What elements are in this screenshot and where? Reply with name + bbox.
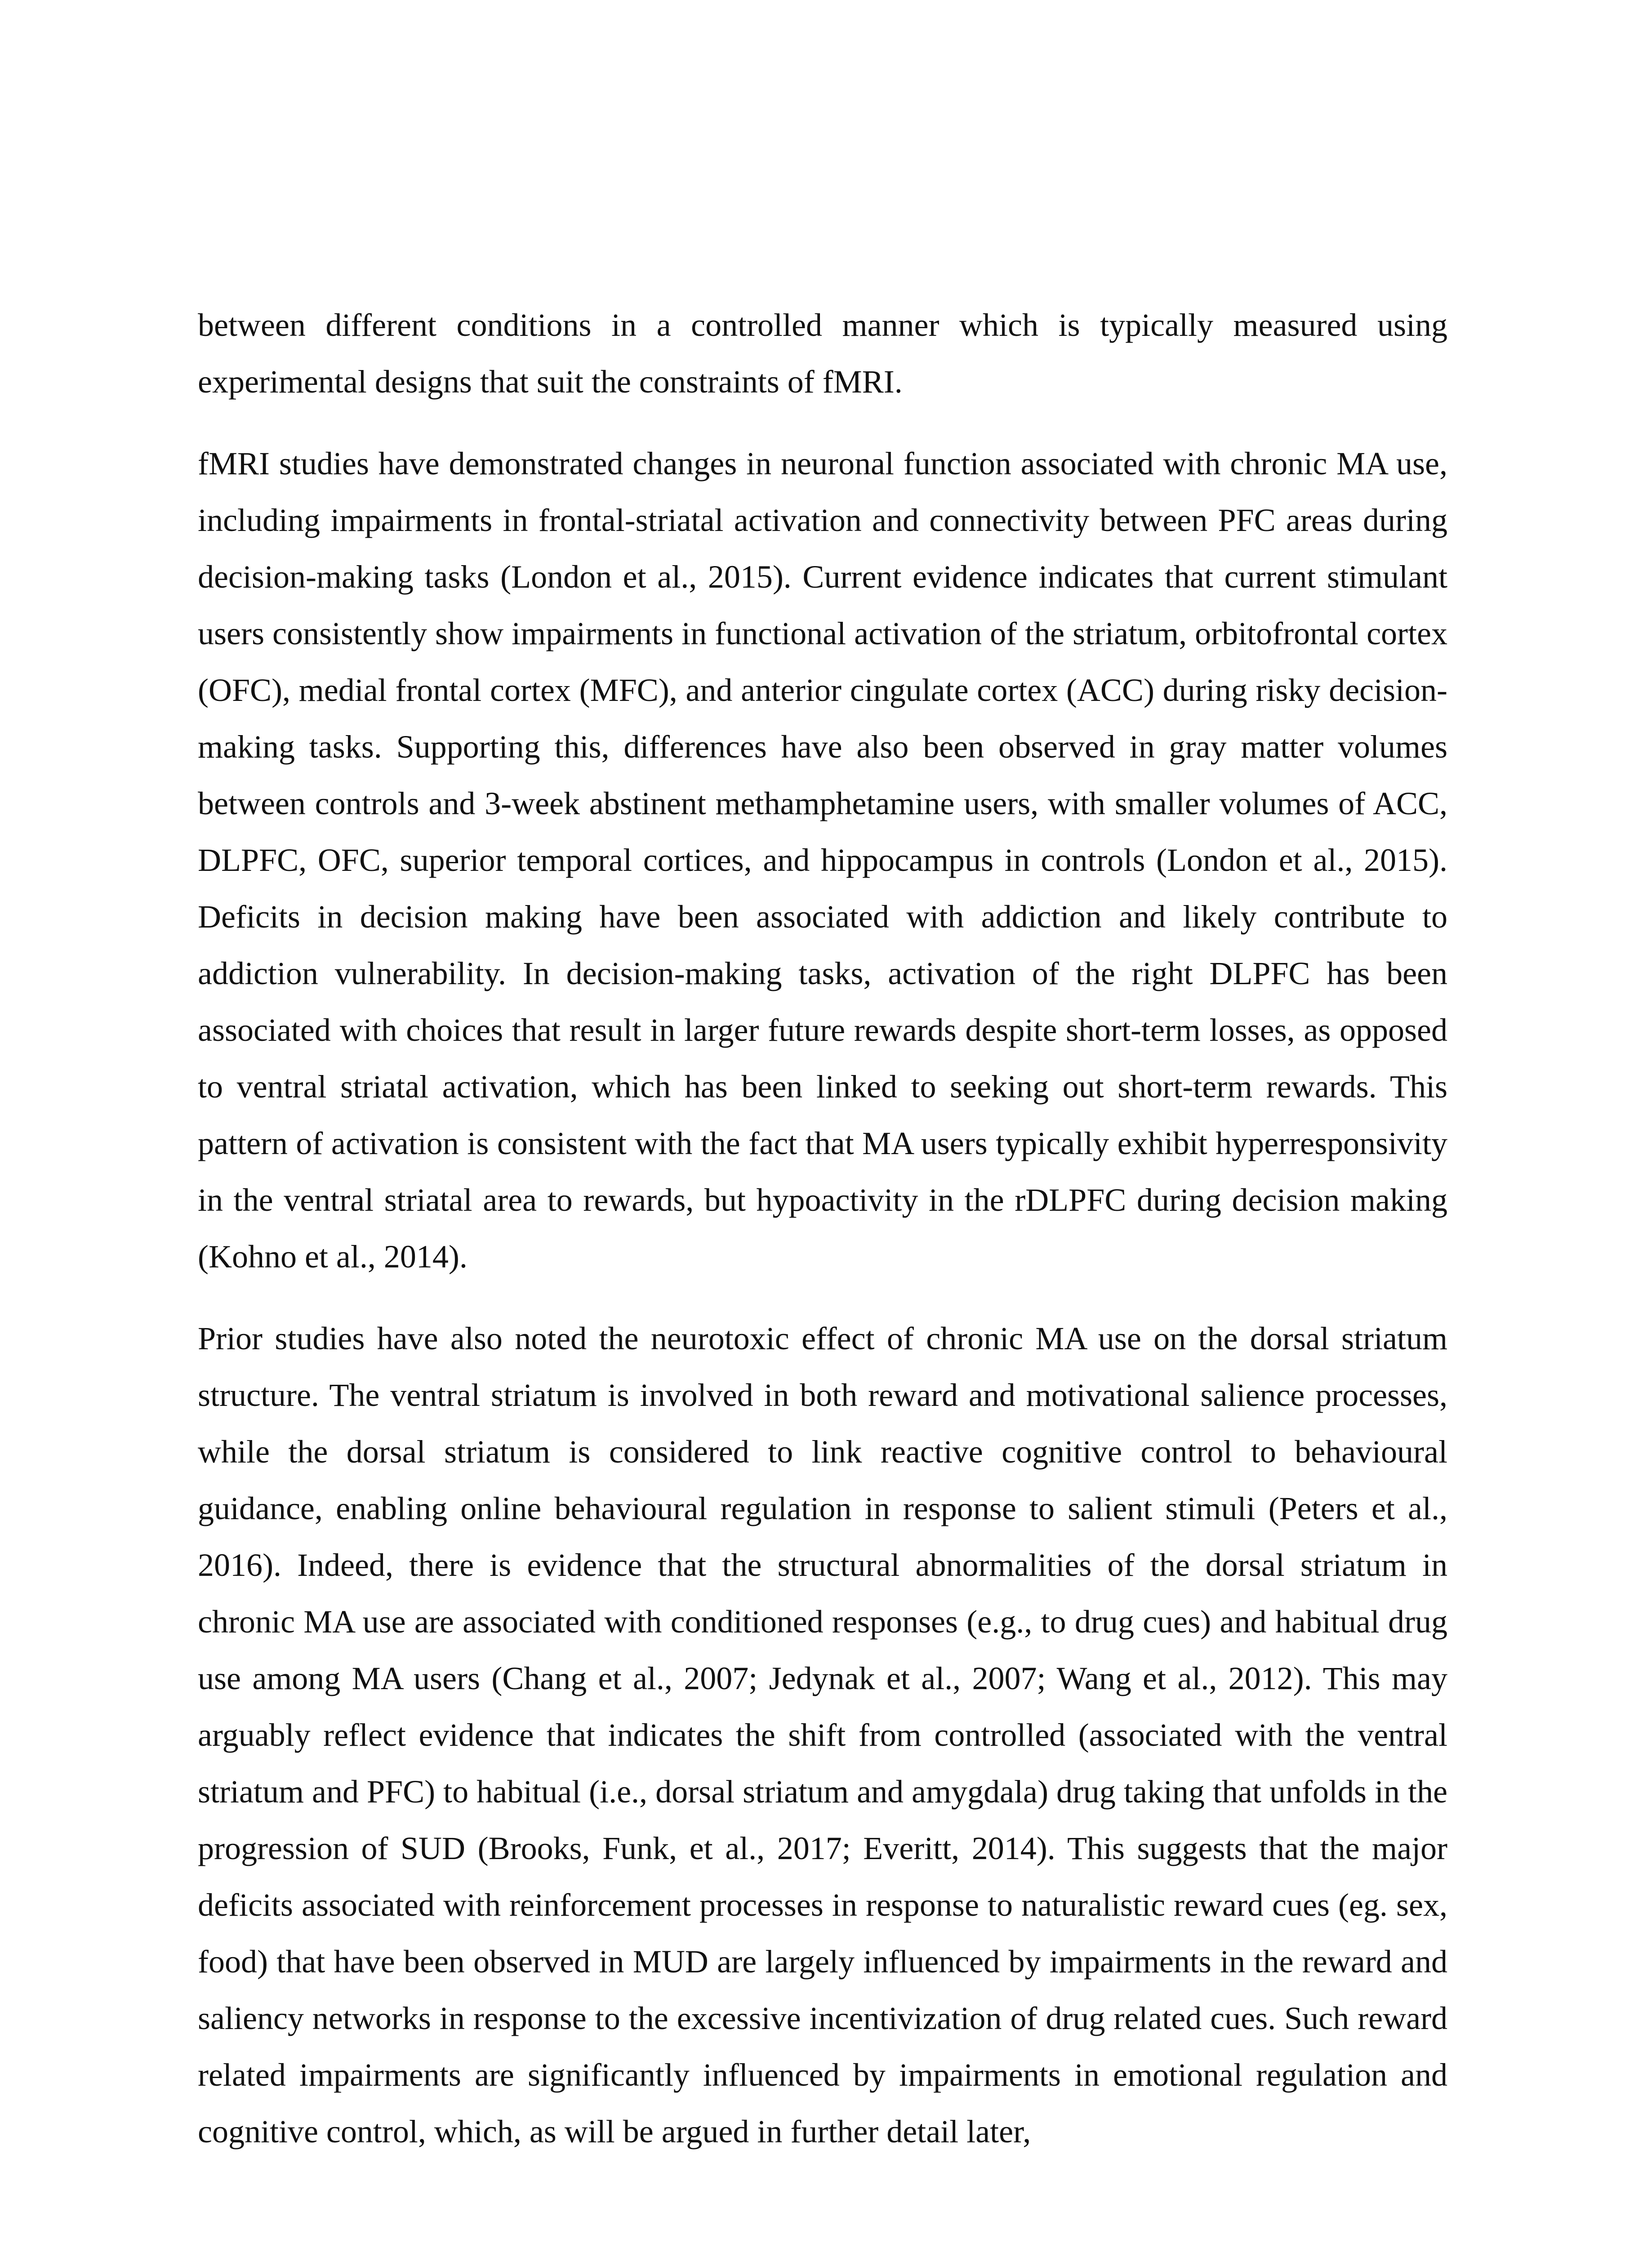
paragraph-continuation: between different conditions in a controlled manner which is typically measured using experimental designs that suit the constraints of fMRI. <box>198 307 1447 400</box>
paragraph-dorsal-striatum: Prior studies have also noted the neurotoxic effect of chronic MA use on the dorsal striatum structure. The ventral striatum is involved in both reward and motivational salience processes, while the dorsal striatum is considered to link reactive cognitive control to behavioural guidance, enabling online behavioural regulation in response to salient stimuli (Peters et al., 2016). Indeed, there is evidence that the structural abnormalities of the dorsal striatum in chronic MA use are associated with conditioned responses (e.g., to drug cues) and habitual drug use among MA users (Chang et al., 2007; Jedynak et al., 2007; Wang et al., 2012). This may arguably reflect evidence that indicates the shift from controlled (associated with the ventral striatum and PFC) to habitual (i.e., dorsal striatum and amygdala) drug taking that unfolds in the progression of SUD (Brooks, Funk, et al., 2017; Everitt, 2014). This suggests that the major deficits associated with reinforcement processes in response to naturalistic reward cues (eg. sex, food) that have been observed in MUD are largely influenced by impairments in the reward and saliency networks in response to the excessive incentivization of drug related cues. Such reward related impairments are significantly influenced by impairments in emotional regulation and cognitive control, which, as will be argued in further detail later, <box>198 1320 1447 2150</box>
paragraph-fmri-studies: fMRI studies have demonstrated changes in neuronal function associated with chronic MA use, including impairments in frontal-striatal activation and connectivity between PFC areas during decision-making tasks (London et al., 2015). Current evidence indicates that current stimulant users consistently show impairments in functional activation of the striatum, orbitofrontal cortex (OFC), medial frontal cortex (MFC), and anterior cingulate cortex (ACC) during risky decision-making tasks. Supporting this, differences have also been observed in gray matter volumes between controls and 3-week abstinent methamphetamine users, with smaller volumes of ACC, DLPFC, OFC, superior temporal cortices, and hippocampus in controls (London et al., 2015). Deficits in decision making have been associated with addiction and likely contribute to addiction vulnerability. In decision-making tasks, activation of the right DLPFC has been associated with choices that result in larger future rewards despite short-term losses, as opposed to ventral striatal activation, which has been linked to seeking out short-term rewards. This pattern of activation is consistent with the fact that MA users typically exhibit hyperresponsivity in the ventral striatal area to rewards, but hypoactivity in the rDLPFC during decision making (Kohno et al., 2014). <box>198 446 1447 1275</box>
body-text <box>198 297 1447 2160</box>
